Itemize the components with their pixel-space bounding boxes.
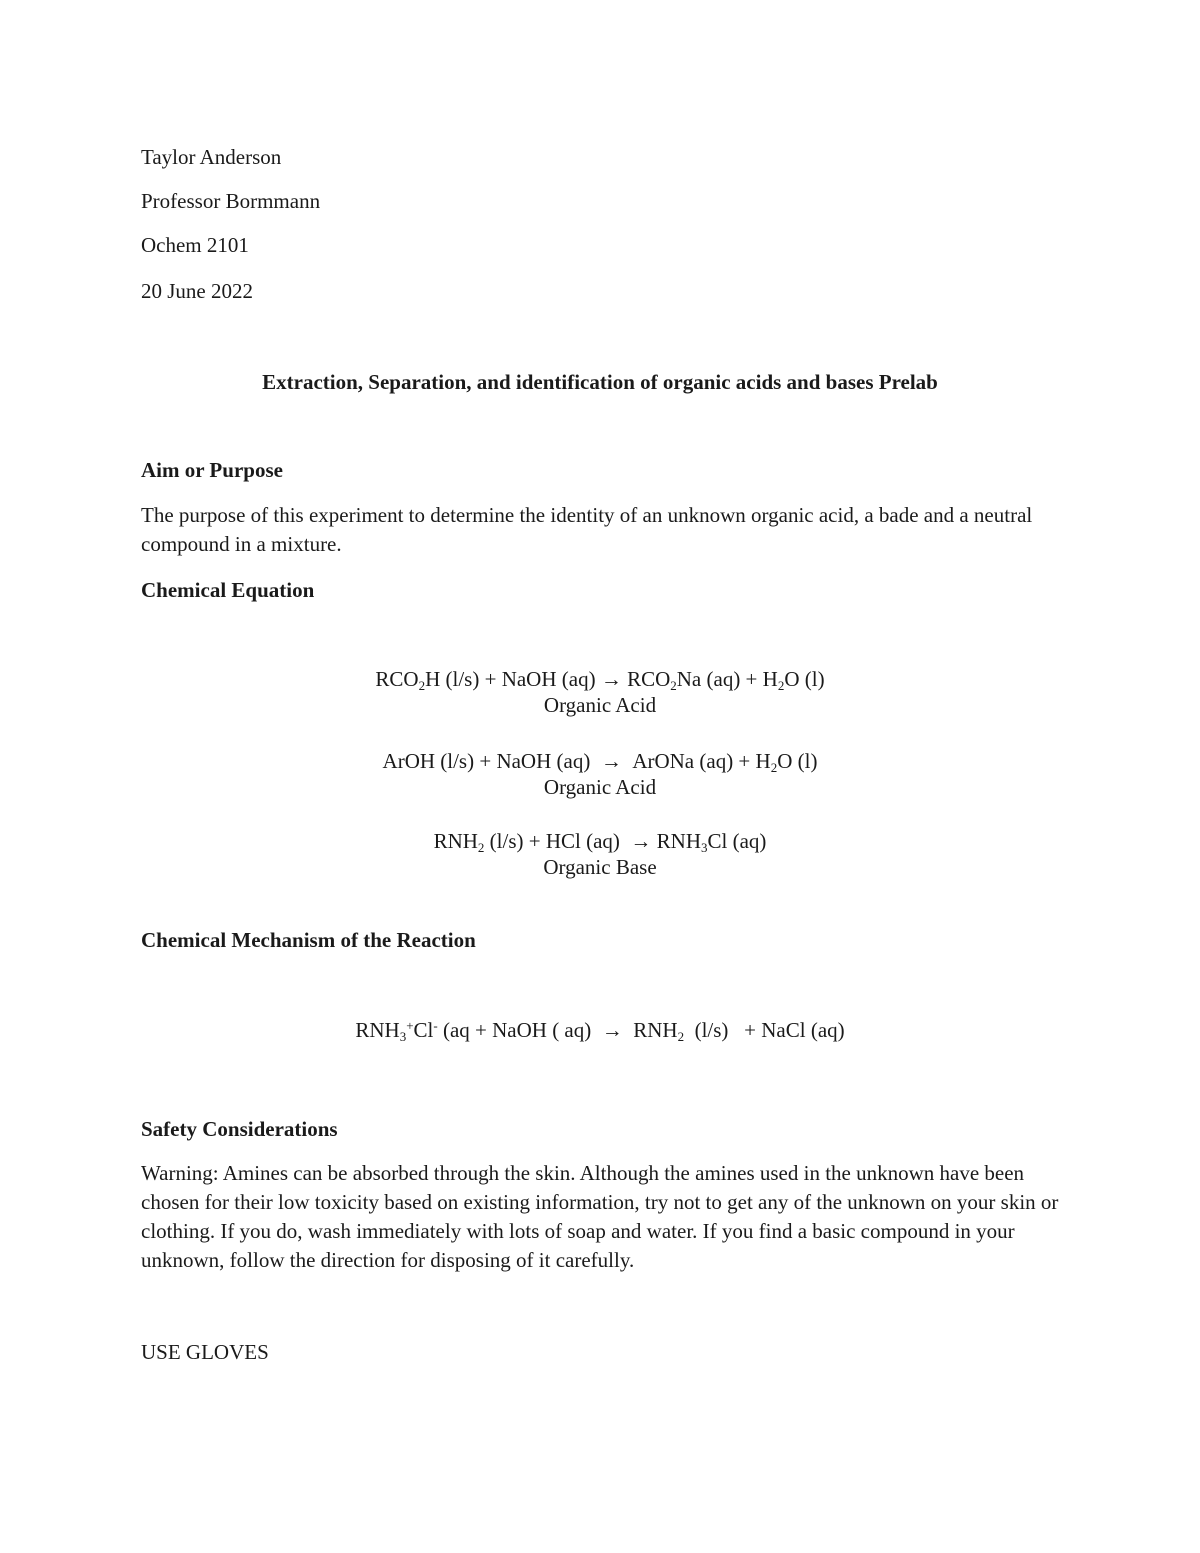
mechanism-heading: Chemical Mechanism of the Reaction bbox=[141, 928, 476, 952]
equation-1-label: Organic Acid bbox=[543, 693, 657, 717]
safety-heading: Safety Considerations bbox=[141, 1117, 338, 1141]
equation-3: $RNH_2$ (l/s) + HCl $(aq) \to RNH_3Cl$ (aq) bbox=[433, 829, 767, 855]
equation-3-label: Organic Base bbox=[543, 855, 657, 879]
date: 20 June 2022 bbox=[141, 279, 253, 303]
author-name: Taylor Anderson bbox=[141, 145, 282, 169]
equation-2-label: Organic Acid bbox=[543, 775, 657, 799]
course-name: Ochem 2101 bbox=[141, 233, 249, 257]
professor-name: Professor Bormmann bbox=[141, 189, 321, 213]
document-title: Extraction, Separation, and identification of organic acids and bases Prelab bbox=[262, 370, 938, 394]
aim-heading: Aim or Purpose bbox=[141, 458, 283, 482]
mechanism-equation: $RNH_3^+Cl^-$ (aq + NaOH ( $aq) \to RNH_2$ (l/s) + NaCl (aq) bbox=[355, 1018, 845, 1044]
safety-text: Warning: Amines can be absorbed through the skin. Although the amines used in the unknown have been chosen for their low toxicity based on existing information, try not to get any of the unknown on your skin or clothing. If you do, wash immediately with lots of soap and water. If you find a basic compound in your unknown, follow the direction for disposing of it carefully. bbox=[141, 1161, 1059, 1272]
equation-2: ArOH (l/s) + NaOH (aq) → ArONa $(aq) + H_2O$ (l) bbox=[382, 749, 818, 775]
equation-heading: Chemical Equation bbox=[141, 578, 315, 602]
gloves-note: USE GLOVES bbox=[141, 1340, 269, 1364]
aim-text: The purpose of this experiment to determine the identity of an unknown organic acid, a bade and a neutral compound in a mixture. bbox=[141, 503, 1033, 556]
equation-1: $RCO_2H$ (l/s) + NaOH $(aq) \to RCO_2Na$ $(aq) + H_2O$ (l) bbox=[375, 667, 825, 693]
